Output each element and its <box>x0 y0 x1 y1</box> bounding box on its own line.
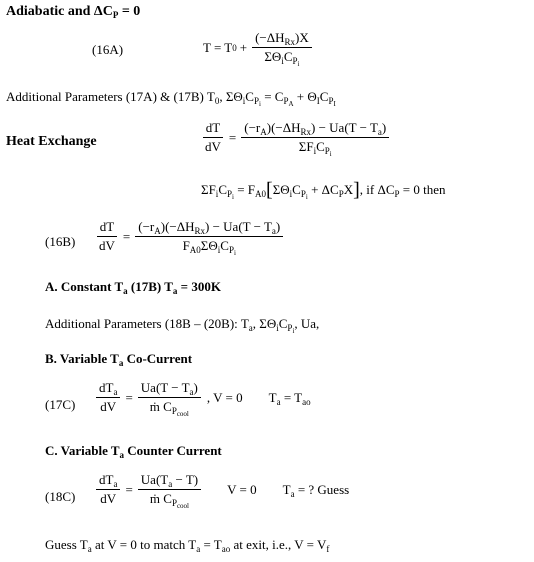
eq-18C-label: (18C) <box>45 489 76 504</box>
heading-section-C: C. Variable $T_a$ Counter Current <box>45 443 222 460</box>
eq-heat-exchange: $\frac{dT}{dV}$ = $\frac{(-r_A)(-\Delta H_{Rx}) - Ua(T - T_a)}{\Sigma F_iC_{P_i}}$ <box>200 120 391 155</box>
eq-17C-label: (17C) <box>45 397 76 412</box>
eq-sum-F: $\Sigma F_iC_{P_i} = F_{A0}[\Sigma\Theta_iC_{P_i} + \Delta C_PX]$, if $\Delta C_P = 0$ then <box>201 179 446 201</box>
heading-heat-exchange: Heat Exchange <box>6 134 97 149</box>
eq-18C: $\frac{dT_a}{dV}$ = $\frac{Ua(T_a - T)}{ṁ C_{P_{cool}}}$ V = 0 $T_a$ = ? Guess <box>94 472 349 507</box>
heading-section-B: B. Variable $T_a$ Co-Current <box>45 351 193 368</box>
params-17: Additional Parameters (17A) & (17B) $T_0$, $\Sigma\Theta_iC_{P_i} = C_{P_A} + \Theta_IC_{P_I}$ <box>6 89 336 108</box>
eq-16A-fraction: $\frac{(-\Delta H_{Rx})X}{\Sigma\Theta_iC_{P_i}}$ <box>252 30 312 65</box>
page-title: Adiabatic and $\Delta C_P = 0$ <box>6 4 141 20</box>
guess-note: Guess $T_a$ at V = 0 to match $T_a = T_{ao}$ at exit, i.e., $V = V_f$ <box>45 537 330 554</box>
eq-16A-label: (16A) <box>92 42 124 57</box>
eq-16B-label: (16B) <box>45 234 76 249</box>
eq-16A: T = T 0 + $\frac{(-\Delta H_{Rx})X}{\Sigma\Theta_iC_{P_i}}$ <box>203 30 314 65</box>
eq-16B: $\frac{dT}{dV}$ = $\frac{(-r_A)(-\Delta H_{Rx}) - Ua(T - T_a)}{F_{A0}\Sigma\Theta_iC_{P_i}}$ <box>94 219 285 254</box>
params-18B: Additional Parameters (18B – (20B): $T_a$, $\Sigma\Theta_iC_{P_i}$, Ua, <box>45 316 320 335</box>
heading-section-A: A. Constant $T_a$ (17B) $T_a = 300K$ <box>45 279 221 296</box>
eq-17C: $\frac{dT_a}{dV}$ = $\frac{Ua(T - T_a)}{ṁ C_{P_{cool}}}$ , V = 0 $T_a = T_{ao}$ <box>94 380 311 415</box>
